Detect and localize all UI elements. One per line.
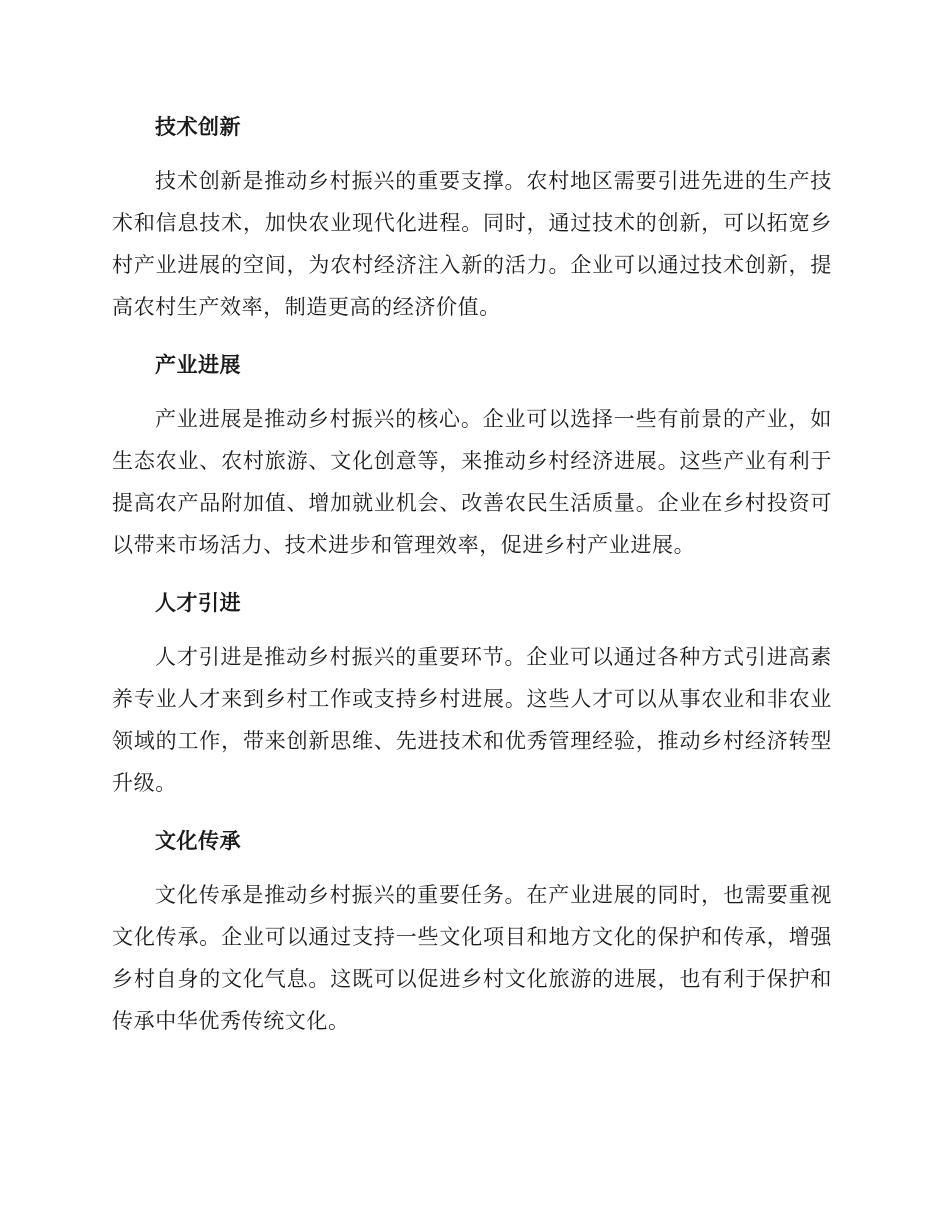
section-paragraph: 产业进展是推动乡村振兴的核心。企业可以选择一些有前景的产业，如生态农业、农村旅游、文化创意等，来推动乡村经济进展。这些产业有利于提高农产品附加值、增加就业机会、改善农民生活质量。企业在乡村投资可以带来市场活力、技术进步和管理效率，促进乡村产业进展。 [112, 407, 832, 557]
section-heading: 人才引进 [155, 591, 241, 615]
section-paragraph: 技术创新是推动乡村振兴的重要支撑。农村地区需要引进先进的生产技术和信息技术，加快农业现代化进程。同时，通过技术的创新，可以拓宽乡村产业进展的空间，为农村经济注入新的活力。企业可以通过技术创新，提高农村生产效率，制造更高的经济价值。 [112, 169, 832, 319]
section-industry-development [112, 344, 832, 566]
section-paragraph: 文化传承是推动乡村振兴的重要任务。在产业进展的同时，也需要重视文化传承。企业可以通过支持一些文化项目和地方文化的保护和传承，增强乡村自身的文化气息。这既可以促进乡村文化旅游的进展，也有利于保护和传承中华优秀传统文化。 [112, 883, 832, 1033]
section-heading: 产业进展 [155, 353, 241, 377]
section-technology-innovation [112, 106, 832, 328]
document-page [112, 106, 832, 1058]
section-paragraph: 人才引进是推动乡村振兴的重要环节。企业可以通过各种方式引进高素养专业人才来到乡村工作或支持乡村进展。这些人才可以从事农业和非农业领域的工作，带来创新思维、先进技术和优秀管理经验，推动乡村经济转型升级。 [112, 645, 832, 795]
section-cultural-heritage [112, 820, 832, 1042]
section-talent-introduction [112, 582, 832, 804]
section-heading: 文化传承 [155, 829, 241, 853]
section-heading: 技术创新 [155, 115, 241, 139]
